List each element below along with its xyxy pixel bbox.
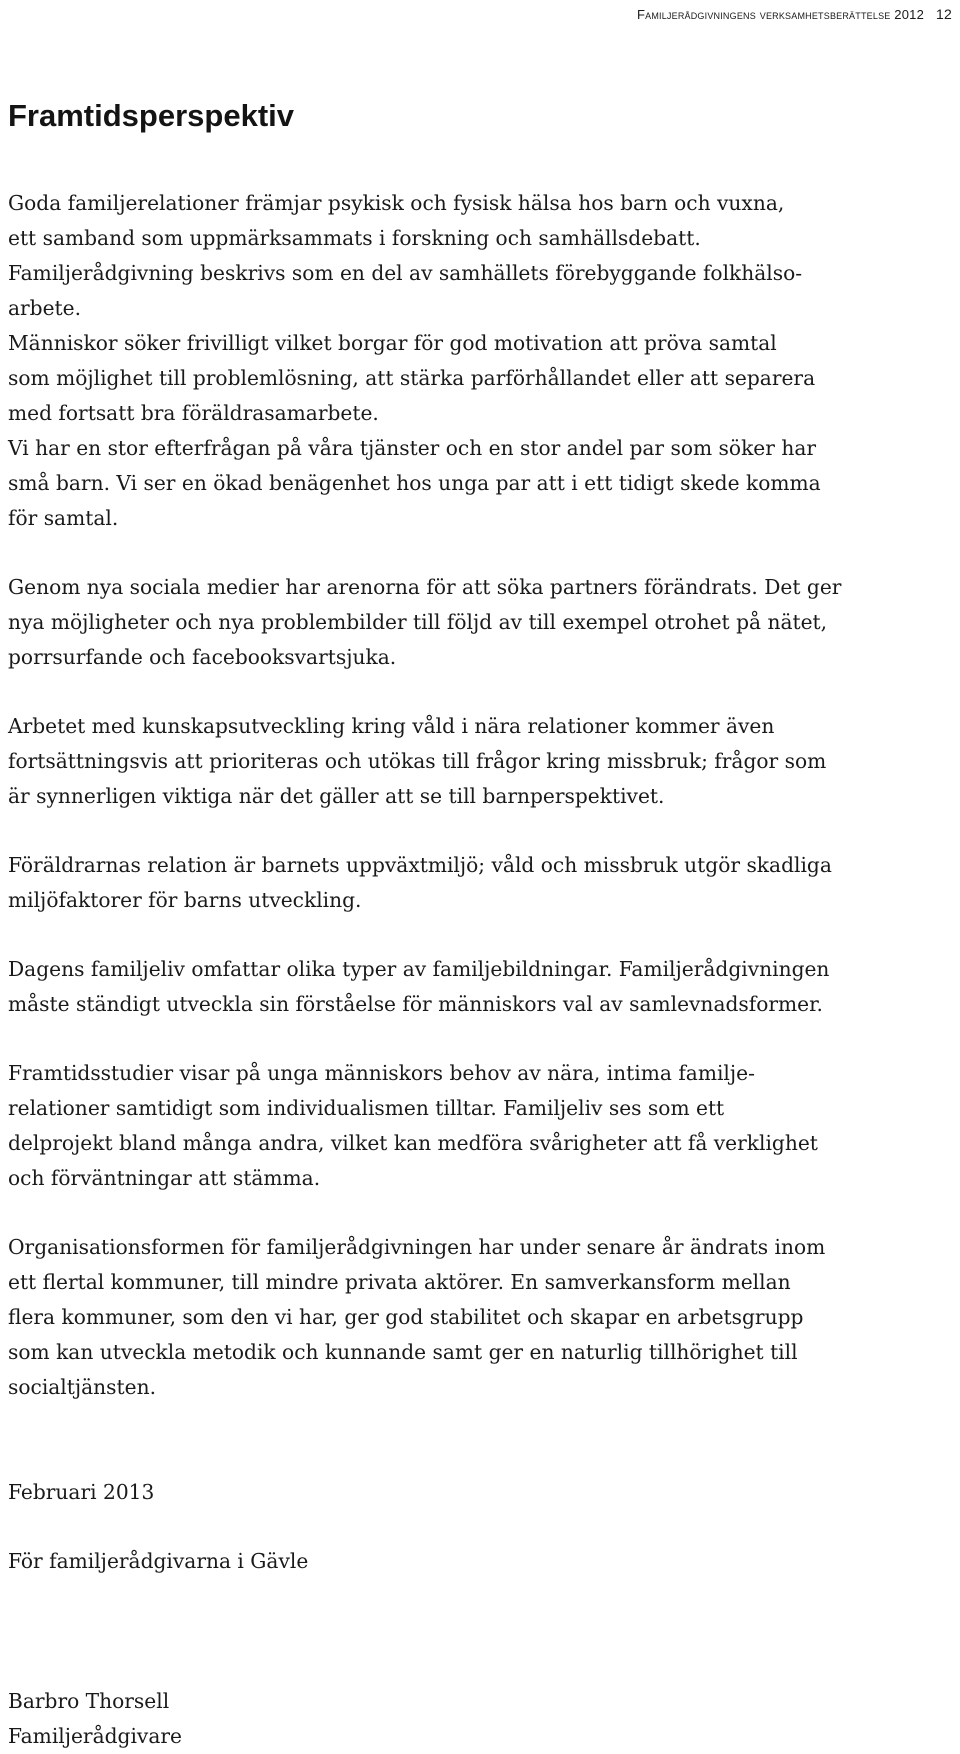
text-line: fortsättningsvis att prioriteras och utökas till frågor kring missbruk; frågor som: [8, 749, 827, 773]
text-line: delprojekt bland många andra, vilket kan medföra svårigheter att få verklighet: [8, 1131, 818, 1155]
text-line: Genom nya sociala medier har arenorna för att söka partners förändrats. Det ger: [8, 575, 842, 599]
text-line: med fortsatt bra föräldrasamarbete.: [8, 401, 379, 425]
closing-on-behalf: För familjerådgivarna i Gävle: [8, 1549, 309, 1573]
text-line: små barn. Vi ser en ökad benägenhet hos unga par att i ett tidigt skede komma: [8, 471, 821, 495]
text-line: socialtjänsten.: [8, 1375, 157, 1399]
text-line: ett samband som uppmärksammats i forskning och samhällsdebatt.: [8, 226, 701, 250]
paragraph-6: [8, 1056, 950, 1196]
text-line: och förväntningar att stämma.: [8, 1166, 321, 1190]
text-line: arbete.: [8, 296, 82, 320]
signatory-title: Familjerådgivare: [8, 1724, 182, 1748]
paragraph-1: [8, 186, 950, 536]
text-line: är synnerligen viktiga när det gäller att se till barnperspektivet.: [8, 784, 665, 808]
signatory-name: Barbro Thorsell: [8, 1689, 170, 1713]
running-header: [637, 6, 952, 22]
text-line: nya möjligheter och nya problembilder till följd av till exempel otrohet på nätet,: [8, 610, 828, 634]
text-line: som möjlighet till problemlösning, att stärka parförhållandet eller att separera: [8, 366, 816, 390]
closing-date: Februari 2013: [8, 1480, 155, 1504]
text-line: Familjerådgivning beskrivs som en del av samhällets förebyggande folkhälso-: [8, 261, 803, 285]
document-body: [8, 186, 950, 1754]
paragraph-2: [8, 570, 950, 675]
paragraph-5: [8, 952, 950, 1022]
text-line: ett flertal kommuner, till mindre privata aktörer. En samverkansform mellan: [8, 1270, 791, 1294]
text-line: Arbetet med kunskapsutveckling kring våld i nära relationer kommer även: [8, 714, 775, 738]
page-title: Framtidsperspektiv: [8, 98, 294, 133]
paragraph-3: [8, 709, 950, 814]
text-line: porrsurfande och facebooksvartsjuka.: [8, 645, 397, 669]
text-line: miljöfaktorer för barns utveckling.: [8, 888, 362, 912]
text-line: för samtal.: [8, 506, 119, 530]
text-line: Människor söker frivilligt vilket borgar för god motivation att pröva samtal: [8, 331, 777, 355]
paragraph-7: [8, 1230, 950, 1405]
text-line: flera kommuner, som den vi har, ger god stabilitet och skapar en arbetsgrupp: [8, 1305, 804, 1329]
running-title: Familjerådgivningens verksamhetsberättelse 2012: [636, 7, 925, 22]
text-line: som kan utveckla metodik och kunnande samt ger en naturlig tillhörighet till: [8, 1340, 798, 1364]
text-line: måste ständigt utveckla sin förståelse för människors val av samlevnadsformer.: [8, 992, 823, 1016]
text-line: Goda familjerelationer främjar psykisk och fysisk hälsa hos barn och vuxna,: [8, 191, 785, 215]
text-line: Föräldrarnas relation är barnets uppväxtmiljö; våld och missbruk utgör skadliga: [8, 853, 832, 877]
text-line: relationer samtidigt som individualismen tilltar. Familjeliv ses som ett: [8, 1096, 725, 1120]
paragraph-4: [8, 848, 950, 918]
text-line: Organisationsformen för familjerådgivningen har under senare år ändrats inom: [8, 1235, 826, 1259]
page-number: 12: [936, 6, 952, 22]
text-line: Dagens familjeliv omfattar olika typer av familjebildningar. Familjerådgivningen: [8, 957, 830, 981]
text-line: Vi har en stor efterfrågan på våra tjänster och en stor andel par som söker har: [8, 436, 817, 460]
signature-block: [8, 1684, 950, 1754]
text-line: Framtidsstudier visar på unga människors behov av nära, intima familje-: [8, 1061, 755, 1085]
